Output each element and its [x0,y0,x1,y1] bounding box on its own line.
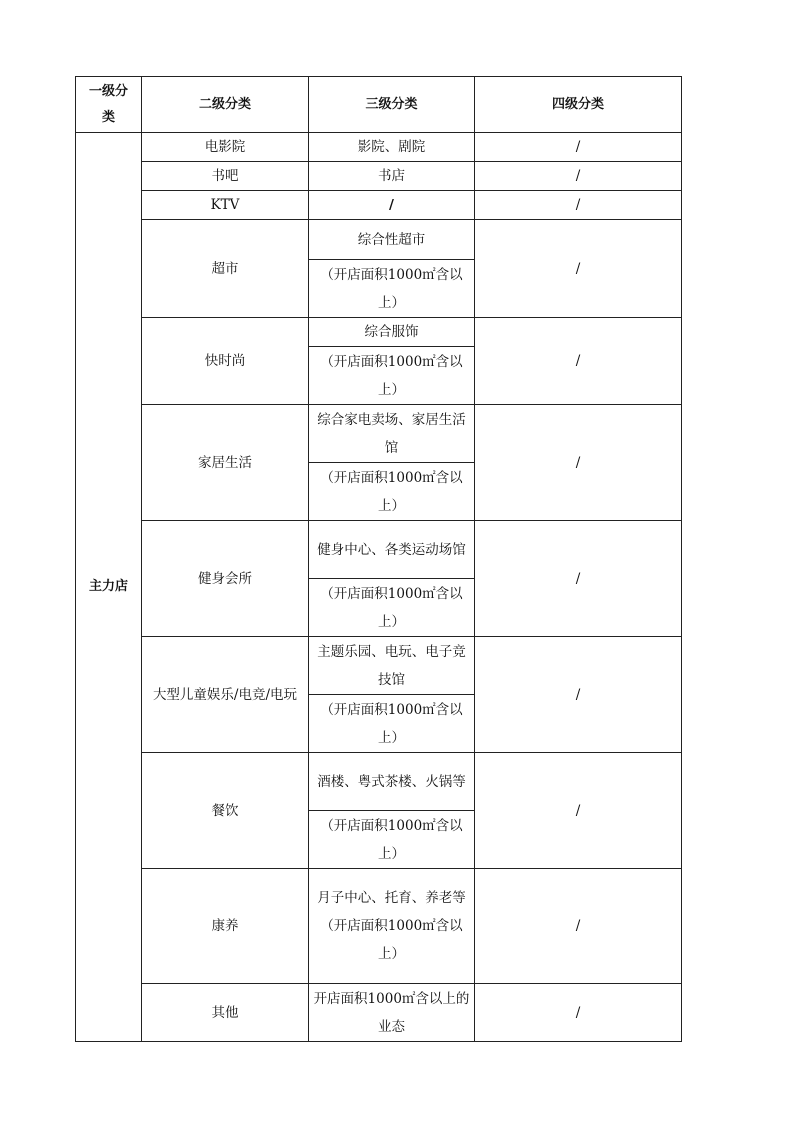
level3-cell: 开店面积1000㎡含以上的业态 [309,984,475,1042]
level2-cell: 超市 [142,220,309,318]
table-row [76,984,682,1042]
level3-note-cell: （开店面积1000㎡含以上） [309,260,475,318]
level2-cell: 大型儿童娱乐/电竞/电玩 [142,637,309,753]
level1-cell: 主力店 [76,133,142,1042]
level3-cell: 综合性超市 [309,220,475,260]
category-table [75,76,682,1042]
level2-cell: 餐饮 [142,753,309,869]
level4-cell: / [475,220,682,318]
level3-note-cell: （开店面积1000㎡含以上） [309,463,475,521]
level2-cell: 康养 [142,869,309,984]
level4-cell: / [475,133,682,162]
table-row [76,318,682,347]
level4-cell: / [475,637,682,753]
level4-cell: / [475,405,682,521]
header-level4: 四级分类 [475,77,682,133]
level3-cell: 影院、剧院 [309,133,475,162]
table-row [76,637,682,695]
level2-cell: 书吧 [142,162,309,191]
level3-note-cell: （开店面积1000㎡含以上） [309,695,475,753]
table-row [76,133,682,162]
level3-cell: 综合服饰 [309,318,475,347]
table-row [76,869,682,984]
level2-cell: 家居生活 [142,405,309,521]
level4-cell: / [475,753,682,869]
header-level1: 一级分类 [76,77,142,133]
level4-cell: / [475,521,682,637]
level3-cell: 月子中心、托育、养老等（开店面积1000㎡含以上） [309,869,475,984]
level3-note-cell: （开店面积1000㎡含以上） [309,811,475,869]
level2-cell: KTV [142,191,309,220]
level4-cell: / [475,984,682,1042]
level3-note-cell: （开店面积1000㎡含以上） [309,579,475,637]
level2-cell: 健身会所 [142,521,309,637]
level3-cell: 健身中心、各类运动场馆 [309,521,475,579]
level3-cell: 主题乐园、电玩、电子竞技馆 [309,637,475,695]
level4-cell: / [475,191,682,220]
table-row [76,162,682,191]
table-row [76,220,682,260]
level2-cell: 其他 [142,984,309,1042]
level4-cell: / [475,869,682,984]
table-row [76,405,682,463]
level2-cell: 电影院 [142,133,309,162]
header-level2: 二级分类 [142,77,309,133]
level3-cell: 书店 [309,162,475,191]
level3-note-cell: （开店面积1000㎡含以上） [309,347,475,405]
level3-cell: / [309,191,475,220]
header-level3: 三级分类 [309,77,475,133]
level2-cell: 快时尚 [142,318,309,405]
table-row [76,521,682,579]
level4-cell: / [475,162,682,191]
level3-cell: 综合家电卖场、家居生活馆 [309,405,475,463]
table-row [76,753,682,811]
level3-cell: 酒楼、粤式茶楼、火锅等 [309,753,475,811]
table-row [76,191,682,220]
level4-cell: / [475,318,682,405]
